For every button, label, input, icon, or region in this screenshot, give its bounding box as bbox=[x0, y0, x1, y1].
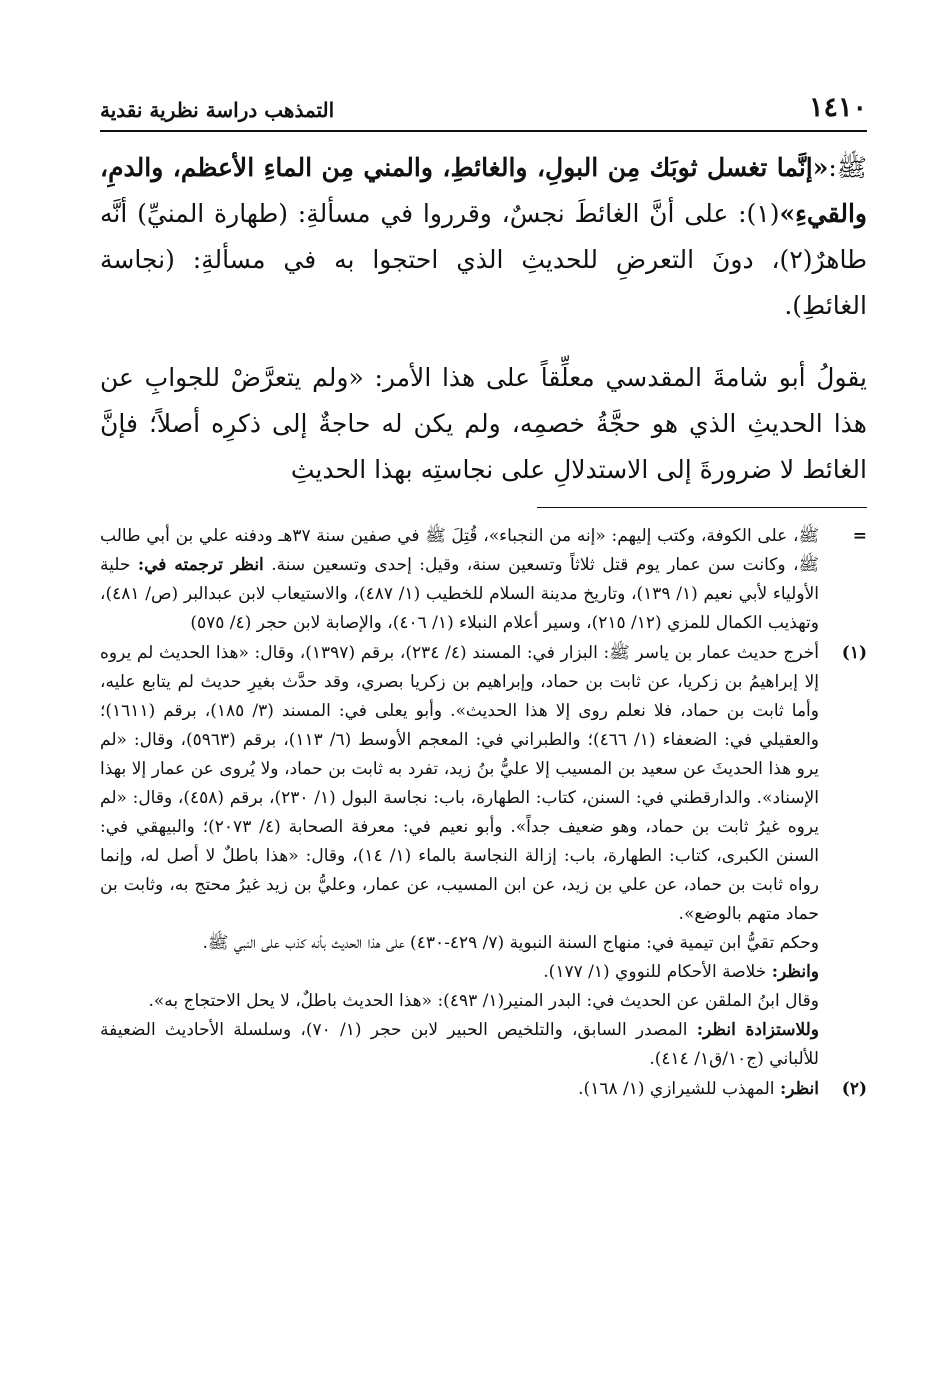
footnote-1-para-3: خلاصة الأحكام للنووي (١/ ١٧٧). bbox=[543, 962, 767, 982]
paragraph-1-rest: (١): على أنَّ الغائطَ نجسٌ، وقرروا في مسألةِ: (طهارة المنيِّ) أنَّه طاهرٌ(٢)، دونَ التعرضِ للحديثِ الذي احتجوا به في مسألةِ: (نجاسة الغائطِ). bbox=[100, 199, 867, 320]
continuation-marker: = bbox=[852, 526, 867, 546]
footnotes bbox=[100, 522, 867, 1105]
continuation-label: انظر ترجمته في: bbox=[137, 555, 264, 575]
footnote-continuation bbox=[100, 522, 867, 638]
page-number: ١٤١٠ bbox=[808, 92, 867, 123]
page-header bbox=[100, 90, 867, 132]
footnote-2-marker: (٢) bbox=[841, 1079, 867, 1099]
footnote-divider bbox=[537, 507, 867, 508]
continuation-refs: حلية الأولياء لأبي نعيم (١/ ١٣٩)، وتاريخ مدينة السلام للخطيب (١/ ٤٨٧)، والاستيعاب لابن عبدالبر (ص/ ٤٨١)، وتهذيب الكمال للمزي (١٢/ ٢١٥)، وسير أعلام النبلاء (١/ ٤٠٦)، والإصابة لابن حجر (٤/ ٥٧٥) bbox=[100, 555, 819, 633]
footnote-1-see-label: وانظر: bbox=[771, 962, 819, 982]
paragraph-1 bbox=[100, 145, 867, 329]
footnote-1-marker: (١) bbox=[841, 643, 867, 663]
hadith-quote: «إنَّما تغسل ثوبَك مِن البولِ، والغائطِ، والمني مِن الماءِ الأعظم، والدمِ، والقيءِ» bbox=[100, 153, 867, 228]
header-rule bbox=[100, 130, 867, 132]
footnote-1 bbox=[100, 639, 867, 1074]
footnote-1-more-label: وللاستزادة انظر: bbox=[696, 1020, 819, 1040]
honorific-lead: ﷺ: bbox=[828, 153, 867, 182]
footnote-1-text: أخرج حديث عمار بن ياسر ﷺ: البزار في: المسند (٤/ ٢٣٤)، برقم (١٣٩٧)، وقال: «هذا الحديث لم يروه إلا إبراهيمُ بن زكريا، عن ثابت بن حماد، وإبراهيم بن زكريا بصري، وقد حدَّث بغيرِ حديث لم يتابع عليه، وأما ثابت بن حماد، فلا نعلم روى إلا هذا الحديث». وأبو يعلى في: المسند (٣/ ١٨٥)، برقم (١٦١١)؛ والعقيلي في: الضعفاء (١/ ٤٦٦)؛ والطبراني في: المعجم الأوسط (٦/ ١١٣)، برقم (٥٩٦٣)، وقال: «لم يرو هذا الحديثَ عن سعيد بن المسيب إلا عليُّ بنُ زيد، تفرد به ثابت بن حماد، ولا يُروى عن عمار إلا بهذا الإسناد». والدارقطني في: السنن، كتاب: الطهارة، باب: نجاسة البول (١/ ٢٣٠)، برقم (٤٥٨)، وقال: «لم يروه غيرُ ثابت بن حماد، وهو ضعيف جداً». وأبو نعيم في: معرفة الصحابة (٤/ ٢٠٧٣)؛ والبيهقي في: السنن الكبرى، كتاب: الطهارة، باب: إزالة النجاسة بالماء (١/ ١٤)، وقال: «هذا باطلٌ لا أصل له، وإنما رواه ثابت بن حماد، عن علي بن زيد، عن ابن المسيب، عن عمار، وعليُّ بن زيد غيرُ محتج به، وثابت بن حماد متهم بالوضع». bbox=[100, 643, 819, 924]
footnote-2 bbox=[100, 1075, 867, 1104]
footnote-1-para-2: وحكم تقيُّ ابن تيمية في: منهاج السنة النبوية (٧/ ٤٢٩-٤٣٠) على هذا الحديث بأنه كذب على النبي ﷺ. bbox=[202, 933, 819, 953]
main-text bbox=[100, 145, 867, 493]
footnote-1-para-5: المصدر السابق، والتلخيص الحبير لابن حجر (١/ ٧٠)، وسلسلة الأحاديث الضعيفة للألباني (ج١٠/ق١/ ٤١٤). bbox=[100, 1020, 819, 1069]
footnote-2-text: المهذب للشيرازي (١/ ١٦٨). bbox=[578, 1079, 775, 1099]
running-title: التمذهب دراسة نظرية نقدية bbox=[100, 98, 335, 122]
continuation-text: ﷺ، على الكوفة، وكتب إليهم: «إنه من النجباء»، قُتِلَ ﷺ في صفين سنة ٣٧هـ ودفنه علي بن أبي طالب ﷺ، وكانت سن عمار يوم قتل ثلاثاً وتسعين سنة، وقيل: إحدى وتسعين سنة. bbox=[100, 526, 820, 575]
footnote-2-see-label: انظر: bbox=[779, 1079, 819, 1099]
paragraph-2: يقولُ أبو شامةَ المقدسي معلِّقاً على هذا الأمر: «ولم يتعرَّضْ للجوابِ عن هذا الحديثِ الذي هو حجَّةُ خصمِه، ولم يكن له حاجةٌ إلى ذكرِه أصلاً؛ فإنَّ الغائط لا ضرورةَ إلى الاستدلالِ على نجاستِه بهذا الحديثِ bbox=[100, 363, 867, 484]
footnote-1-para-4: وقال ابنُ الملقن عن الحديث في: البدر المنير(١/ ٤٩٣): «هذا الحديث باطلٌ، لا يحل الاحتجاج به». bbox=[148, 991, 819, 1011]
